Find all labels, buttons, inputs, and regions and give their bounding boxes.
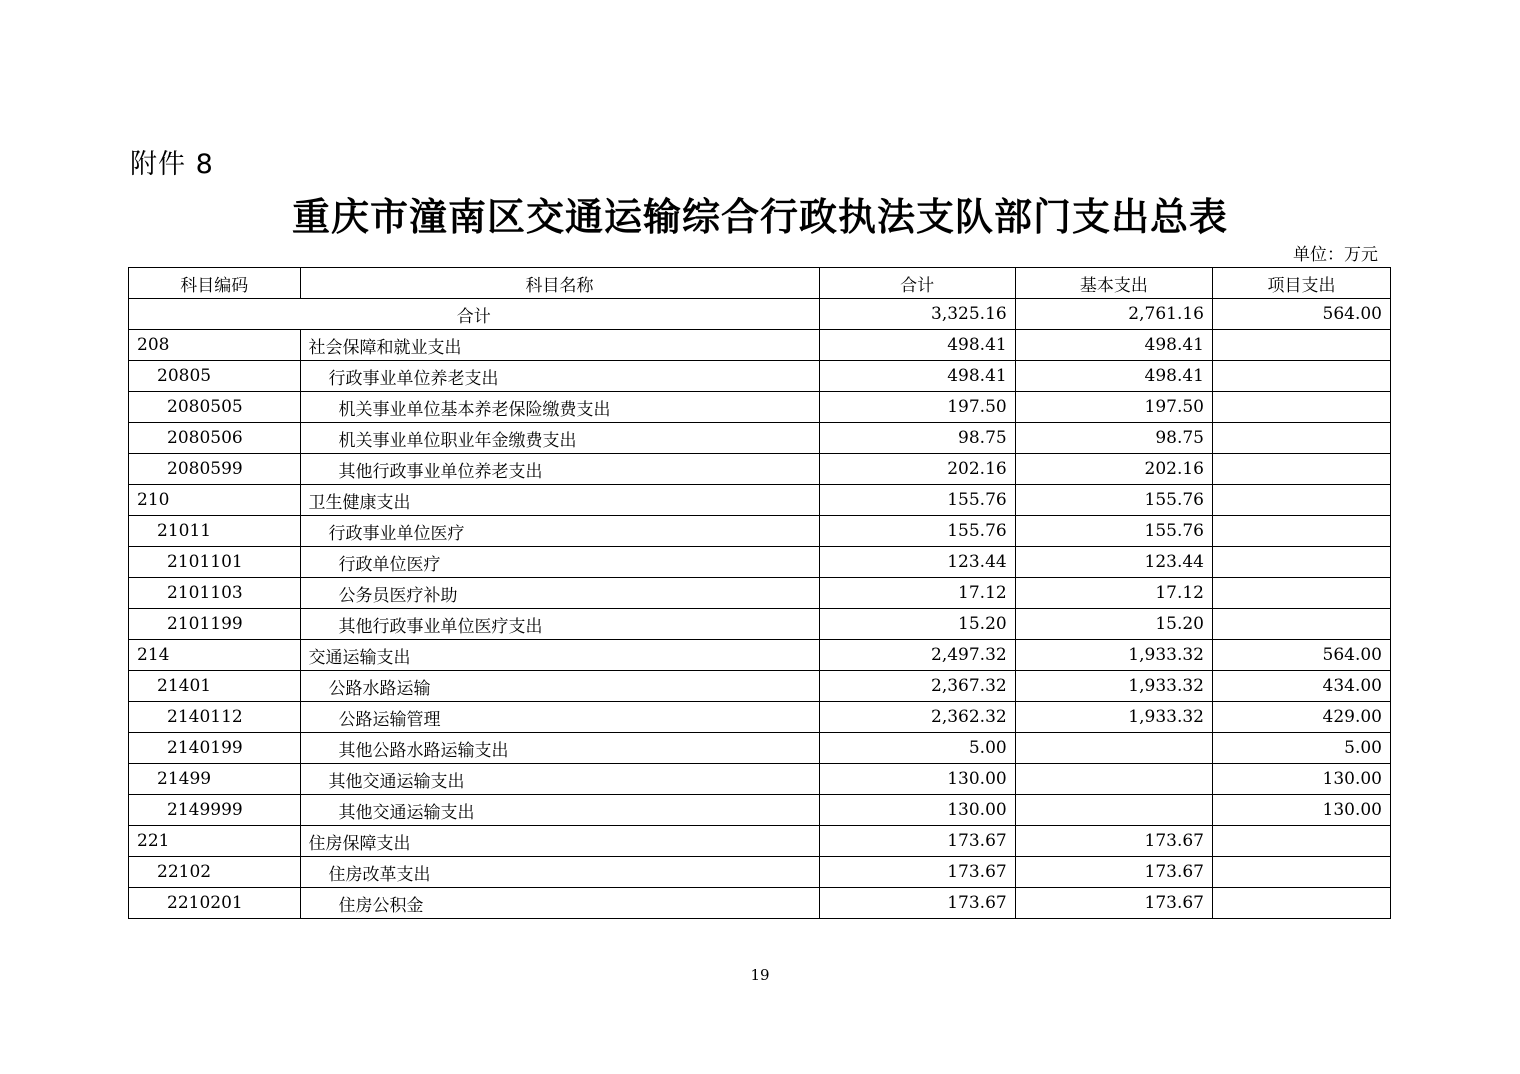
row-basic: 155.76	[1015, 485, 1212, 516]
row-total: 202.16	[819, 454, 1015, 485]
row-name: 其他公路水路运输支出	[300, 733, 819, 764]
row-code: 2080505	[129, 392, 301, 423]
row-project	[1212, 454, 1390, 485]
row-name: 社会保障和就业支出	[300, 330, 819, 361]
row-code: 2080599	[129, 454, 301, 485]
row-basic: 1,933.32	[1015, 702, 1212, 733]
row-total: 2,362.32	[819, 702, 1015, 733]
row-total: 498.41	[819, 330, 1015, 361]
row-basic	[1015, 764, 1212, 795]
row-code: 214	[129, 640, 301, 671]
row-name: 住房改革支出	[300, 857, 819, 888]
row-basic: 123.44	[1015, 547, 1212, 578]
row-total: 155.76	[819, 516, 1015, 547]
row-project: 130.00	[1212, 764, 1390, 795]
table-row	[129, 423, 1391, 454]
table-header-row	[129, 268, 1391, 299]
row-basic: 197.50	[1015, 392, 1212, 423]
row-project	[1212, 609, 1390, 640]
row-code: 208	[129, 330, 301, 361]
row-project	[1212, 826, 1390, 857]
row-code: 2080506	[129, 423, 301, 454]
total-row-basic: 2,761.16	[1015, 299, 1212, 330]
unit-label: 单位：万元	[1293, 245, 1378, 265]
table-row	[129, 578, 1391, 609]
row-total: 173.67	[819, 857, 1015, 888]
row-basic: 498.41	[1015, 361, 1212, 392]
row-name: 住房保障支出	[300, 826, 819, 857]
row-basic: 202.16	[1015, 454, 1212, 485]
header-name: 科目名称	[300, 268, 819, 299]
row-basic: 173.67	[1015, 826, 1212, 857]
row-code: 2210201	[129, 888, 301, 919]
row-code: 2140112	[129, 702, 301, 733]
row-code: 21401	[129, 671, 301, 702]
row-code: 20805	[129, 361, 301, 392]
row-project: 429.00	[1212, 702, 1390, 733]
row-total: 173.67	[819, 888, 1015, 919]
row-name: 其他交通运输支出	[300, 795, 819, 826]
table-row	[129, 826, 1391, 857]
row-basic: 173.67	[1015, 857, 1212, 888]
table-row	[129, 609, 1391, 640]
row-total: 17.12	[819, 578, 1015, 609]
row-project	[1212, 516, 1390, 547]
row-total: 2,367.32	[819, 671, 1015, 702]
row-total: 498.41	[819, 361, 1015, 392]
row-total: 123.44	[819, 547, 1015, 578]
row-name: 行政事业单位医疗	[300, 516, 819, 547]
table-row	[129, 640, 1391, 671]
row-total: 2,497.32	[819, 640, 1015, 671]
row-basic	[1015, 733, 1212, 764]
row-name: 其他行政事业单位医疗支出	[300, 609, 819, 640]
table-row	[129, 795, 1391, 826]
table-body	[129, 299, 1391, 919]
row-project	[1212, 547, 1390, 578]
table-row	[129, 702, 1391, 733]
table-row	[129, 392, 1391, 423]
table-row	[129, 733, 1391, 764]
header-total: 合计	[819, 268, 1015, 299]
row-name: 机关事业单位职业年金缴费支出	[300, 423, 819, 454]
row-code: 221	[129, 826, 301, 857]
table-row	[129, 485, 1391, 516]
header-project: 项目支出	[1212, 268, 1390, 299]
total-row	[129, 299, 1391, 330]
row-project	[1212, 857, 1390, 888]
row-name: 住房公积金	[300, 888, 819, 919]
table-row	[129, 671, 1391, 702]
total-row-label: 合计	[129, 299, 820, 330]
row-code: 2101101	[129, 547, 301, 578]
row-basic: 1,933.32	[1015, 671, 1212, 702]
row-project	[1212, 888, 1390, 919]
row-name: 公路水路运输	[300, 671, 819, 702]
row-code: 2149999	[129, 795, 301, 826]
row-total: 15.20	[819, 609, 1015, 640]
row-code: 21499	[129, 764, 301, 795]
row-basic: 98.75	[1015, 423, 1212, 454]
row-basic: 17.12	[1015, 578, 1212, 609]
row-project	[1212, 578, 1390, 609]
row-basic: 15.20	[1015, 609, 1212, 640]
row-basic	[1015, 795, 1212, 826]
table-row	[129, 361, 1391, 392]
row-project	[1212, 485, 1390, 516]
document-title: 重庆市潼南区交通运输综合行政执法支队部门支出总表	[291, 195, 1228, 239]
row-code: 210	[129, 485, 301, 516]
row-name: 公路运输管理	[300, 702, 819, 733]
table-row	[129, 516, 1391, 547]
row-name: 交通运输支出	[300, 640, 819, 671]
row-total: 5.00	[819, 733, 1015, 764]
row-project	[1212, 330, 1390, 361]
row-basic: 1,933.32	[1015, 640, 1212, 671]
row-name: 机关事业单位基本养老保险缴费支出	[300, 392, 819, 423]
row-project: 130.00	[1212, 795, 1390, 826]
header-code: 科目编码	[129, 268, 301, 299]
page-number: 19	[750, 966, 770, 984]
row-project	[1212, 361, 1390, 392]
header-basic: 基本支出	[1015, 268, 1212, 299]
table-row	[129, 764, 1391, 795]
row-project	[1212, 423, 1390, 454]
row-project: 564.00	[1212, 640, 1390, 671]
row-name: 其他交通运输支出	[300, 764, 819, 795]
table-row	[129, 888, 1391, 919]
row-total: 130.00	[819, 795, 1015, 826]
row-name: 卫生健康支出	[300, 485, 819, 516]
row-total: 197.50	[819, 392, 1015, 423]
expenditure-table	[128, 267, 1391, 919]
row-code: 21011	[129, 516, 301, 547]
row-name: 行政单位医疗	[300, 547, 819, 578]
row-project	[1212, 392, 1390, 423]
table-row	[129, 547, 1391, 578]
row-code: 2101103	[129, 578, 301, 609]
row-total: 98.75	[819, 423, 1015, 454]
row-code: 2101199	[129, 609, 301, 640]
row-code: 2140199	[129, 733, 301, 764]
row-project: 5.00	[1212, 733, 1390, 764]
table-row	[129, 857, 1391, 888]
row-basic: 498.41	[1015, 330, 1212, 361]
table-row	[129, 454, 1391, 485]
row-name: 公务员医疗补助	[300, 578, 819, 609]
row-name: 行政事业单位养老支出	[300, 361, 819, 392]
row-name: 其他行政事业单位养老支出	[300, 454, 819, 485]
total-row-total: 3,325.16	[819, 299, 1015, 330]
table-row	[129, 330, 1391, 361]
attachment-label: 附件 8	[130, 149, 214, 180]
total-row-project: 564.00	[1212, 299, 1390, 330]
row-basic: 173.67	[1015, 888, 1212, 919]
row-project: 434.00	[1212, 671, 1390, 702]
row-total: 173.67	[819, 826, 1015, 857]
row-basic: 155.76	[1015, 516, 1212, 547]
row-total: 155.76	[819, 485, 1015, 516]
row-total: 130.00	[819, 764, 1015, 795]
row-code: 22102	[129, 857, 301, 888]
